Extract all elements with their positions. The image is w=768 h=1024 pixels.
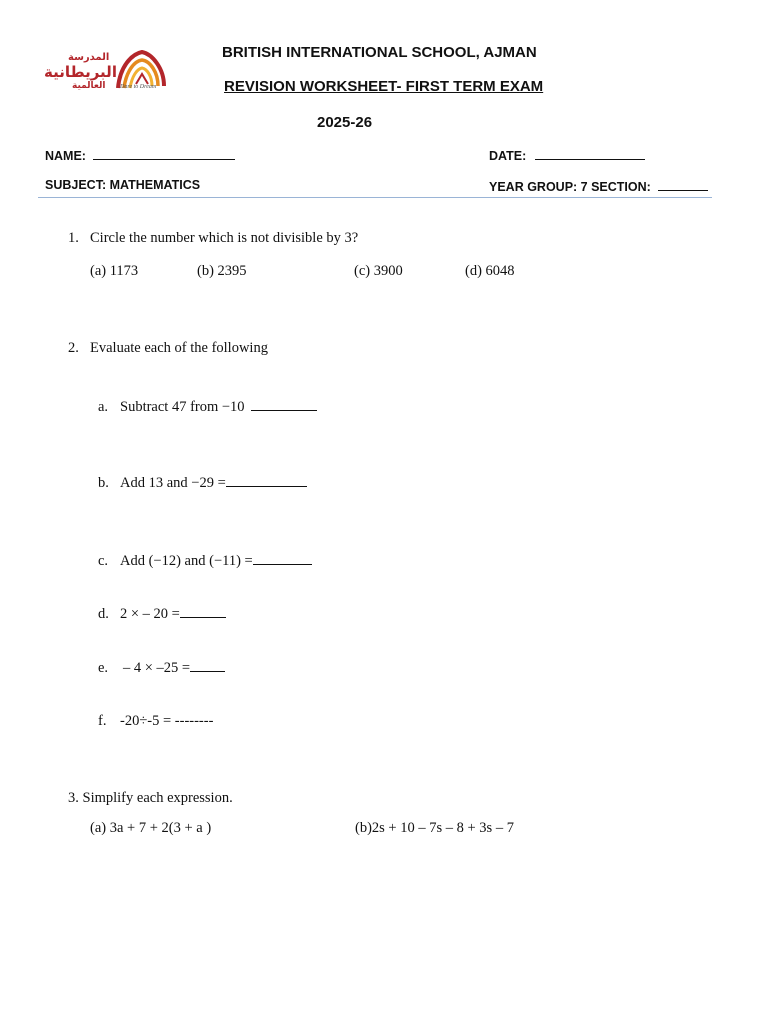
q2-item-d-letter: d.: [98, 606, 109, 622]
question-2-text: Evaluate each of the following: [90, 340, 268, 356]
q2-item-f-text: -20÷-5 = --------: [120, 713, 214, 729]
q2-item-e-letter: e.: [98, 660, 109, 676]
name-field[interactable]: [45, 147, 235, 165]
q1-option-d[interactable]: (d) 6048: [465, 263, 515, 279]
q1-option-b[interactable]: (b) 2395: [197, 263, 247, 279]
q2-item-a-letter: a.: [98, 399, 109, 415]
school-name: BRITISH INTERNATIONAL SCHOOL, AJMAN: [222, 44, 537, 61]
q3-part-a: (a) 3a + 7 + 2(3 + a ): [90, 820, 212, 836]
name-label: NAME:: [45, 149, 86, 163]
q2-item-d-text: 2 × – 20 =: [120, 606, 180, 622]
q1-option-c[interactable]: (c) 3900: [354, 263, 403, 279]
question-1: [68, 230, 79, 247]
q2-item-e-text: – 4 × –25 =: [123, 660, 191, 676]
q2-item-c-letter: c.: [98, 553, 109, 569]
logo-arabic-line1: المدرسة: [68, 52, 110, 63]
logo-arabic-line3: العالمية: [72, 80, 106, 90]
date-field[interactable]: [489, 147, 645, 165]
logo-tagline: Dare to Dream: [120, 84, 157, 90]
q2-item-e: [123, 660, 225, 677]
q2-item-b-answer-blank[interactable]: [226, 476, 307, 487]
academic-year: 2025-26: [317, 114, 373, 131]
q2-item-f-letter: f.: [98, 713, 107, 729]
question-1-text: Circle the number which is not divisible by 3?: [90, 230, 359, 246]
yeargroup-field[interactable]: [489, 178, 708, 196]
q2-item-e-answer-blank[interactable]: [190, 661, 225, 672]
q2-item-a-answer-blank[interactable]: [251, 400, 317, 411]
q1-option-a[interactable]: (a) 1173: [90, 263, 139, 279]
worksheet-title: REVISION WORKSHEET- FIRST TERM EXAM: [224, 78, 544, 95]
q2-item-a-text: Subtract 47 from −10: [120, 399, 245, 415]
q3-part-b: (b)2s + 10 – 7s – 8 + 3s – 7: [355, 820, 514, 836]
subject-label: SUBJECT: MATHEMATICS: [45, 178, 201, 192]
q2-item-d: [120, 606, 226, 623]
logo-arabic-line2: البريطانية: [44, 64, 117, 81]
question-1-number: 1.: [68, 230, 79, 246]
date-blank[interactable]: [535, 147, 645, 160]
question-3-text: 3. Simplify each expression.: [68, 790, 233, 806]
q2-item-b-letter: b.: [98, 475, 109, 491]
q2-item-d-answer-blank[interactable]: [180, 607, 226, 618]
q2-item-b-text: Add 13 and −29 =: [120, 475, 226, 491]
name-blank[interactable]: [93, 147, 235, 160]
school-logo: [40, 46, 168, 96]
question-2-number: 2.: [68, 340, 79, 356]
q2-item-a: [120, 399, 317, 416]
q2-item-c-text: Add (−12) and (−11) =: [120, 553, 253, 569]
header-divider: [38, 197, 712, 198]
q2-item-b: [120, 475, 307, 492]
section-blank[interactable]: [658, 178, 708, 191]
q2-item-c-answer-blank[interactable]: [253, 554, 312, 565]
q2-item-c: [120, 553, 312, 570]
date-label: DATE:: [489, 149, 527, 163]
yeargroup-label: YEAR GROUP: 7 SECTION:: [489, 180, 651, 194]
